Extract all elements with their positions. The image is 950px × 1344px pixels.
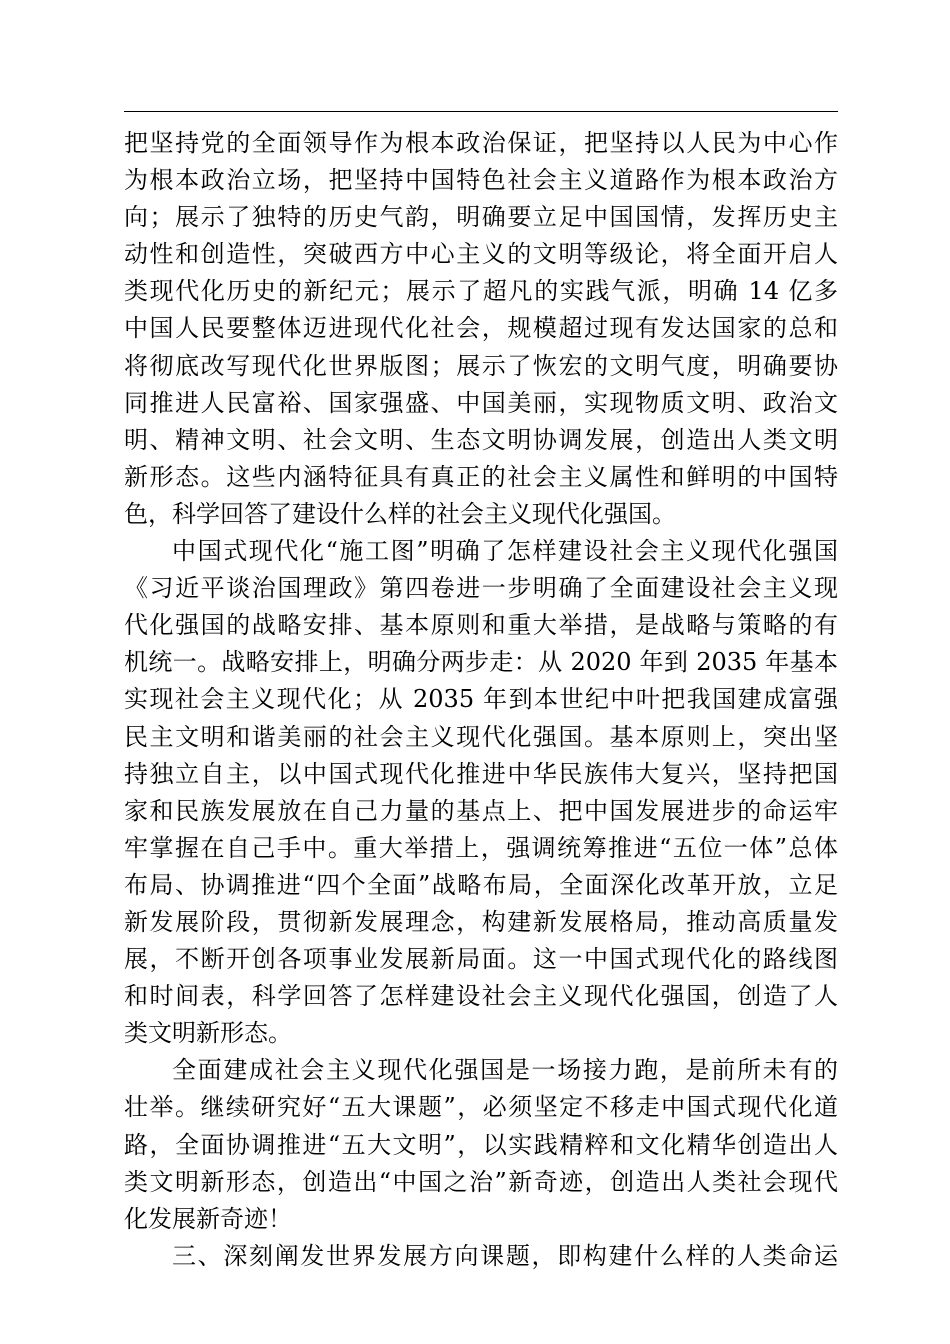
text-line: 向；展示了独特的历史气韵，明确要立足中国国情，发挥历史主: [124, 203, 838, 232]
text-line: 化发展新奇迹！: [124, 1204, 292, 1233]
text-line: 为根本政治立场，把坚持中国特色社会主义道路作为根本政治方: [124, 166, 838, 195]
text-line: 明、精神文明、社会文明、生态文明协调发展，创造出人类文明: [124, 425, 838, 454]
text-line: 中国人民要整体迈进现代化社会，规模超过现有发达国家的总和: [124, 314, 838, 343]
text-line: 全面建成社会主义现代化强国是一场接力跑，是前所未有的: [172, 1056, 838, 1085]
text-line: 代化强国的战略安排、基本原则和重大举措，是战略与策略的有: [124, 611, 838, 640]
text-line: 展，不断开创各项事业发展新局面。这一中国式现代化的路线图: [124, 945, 838, 974]
text-line: 将彻底改写现代化世界版图；展示了恢宏的文明气度，明确要协: [124, 351, 838, 380]
text-line: 实现社会主义现代化；从 2035 年到本世纪中叶把我国建成富强: [124, 685, 838, 714]
text-line: 三、深刻阐发世界发展方向课题，即构建什么样的人类命运: [172, 1241, 838, 1270]
text-line: 类现代化历史的新纪元；展示了超凡的实践气派，明确 14 亿多: [124, 277, 838, 306]
text-line: 同推进人民富裕、国家强盛、中国美丽，实现物质文明、政治文: [124, 388, 838, 417]
text-line: 和时间表，科学回答了怎样建设社会主义现代化强国，创造了人: [124, 982, 838, 1011]
text-line: 新形态。这些内涵特征具有真正的社会主义属性和鲜明的中国特: [124, 462, 838, 491]
text-line: 类文明新形态，创造出“中国之治”新奇迹，创造出人类社会现代: [124, 1167, 838, 1196]
text-line: 《习近平谈治国理政》第四卷进一步明确了全面建设社会主义现: [124, 574, 838, 603]
text-line: 路，全面协调推进“五大文明”，以实践精粹和文化精华创造出人: [124, 1130, 838, 1159]
text-line: 中国式现代化“施工图”明确了怎样建设社会主义现代化强国: [172, 537, 838, 566]
text-line: 新发展阶段，贯彻新发展理念，构建新发展格局，推动高质量发: [124, 907, 838, 936]
header-rule: [124, 111, 838, 112]
text-line: 民主文明和谐美丽的社会主义现代化强国。基本原则上，突出坚: [124, 722, 838, 751]
text-line: 色，科学回答了建设什么样的社会主义现代化强国。: [124, 499, 676, 528]
body-text: [124, 125, 838, 1275]
text-line: 家和民族发展放在自己力量的基点上、把中国发展进步的命运牢: [124, 796, 838, 825]
text-line: 持独立自主，以中国式现代化推进中华民族伟大复兴，坚持把国: [124, 759, 838, 788]
text-line: 动性和创造性，突破西方中心主义的文明等级论，将全面开启人: [124, 240, 838, 269]
text-line: 类文明新形态。: [124, 1019, 292, 1048]
text-line: 牢掌握在自己手中。重大举措上，强调统筹推进“五位一体”总体: [124, 833, 838, 862]
text-line: 壮举。继续研究好“五大课题”，必须坚定不移走中国式现代化道: [124, 1093, 838, 1122]
text-line: 把坚持党的全面领导作为根本政治保证，把坚持以人民为中心作: [124, 129, 838, 157]
text-line: 布局、协调推进“四个全面”战略布局，全面深化改革开放，立足: [124, 870, 838, 899]
text-line: 机统一。战略安排上，明确分两步走：从 2020 年到 2035 年基本: [124, 648, 838, 677]
